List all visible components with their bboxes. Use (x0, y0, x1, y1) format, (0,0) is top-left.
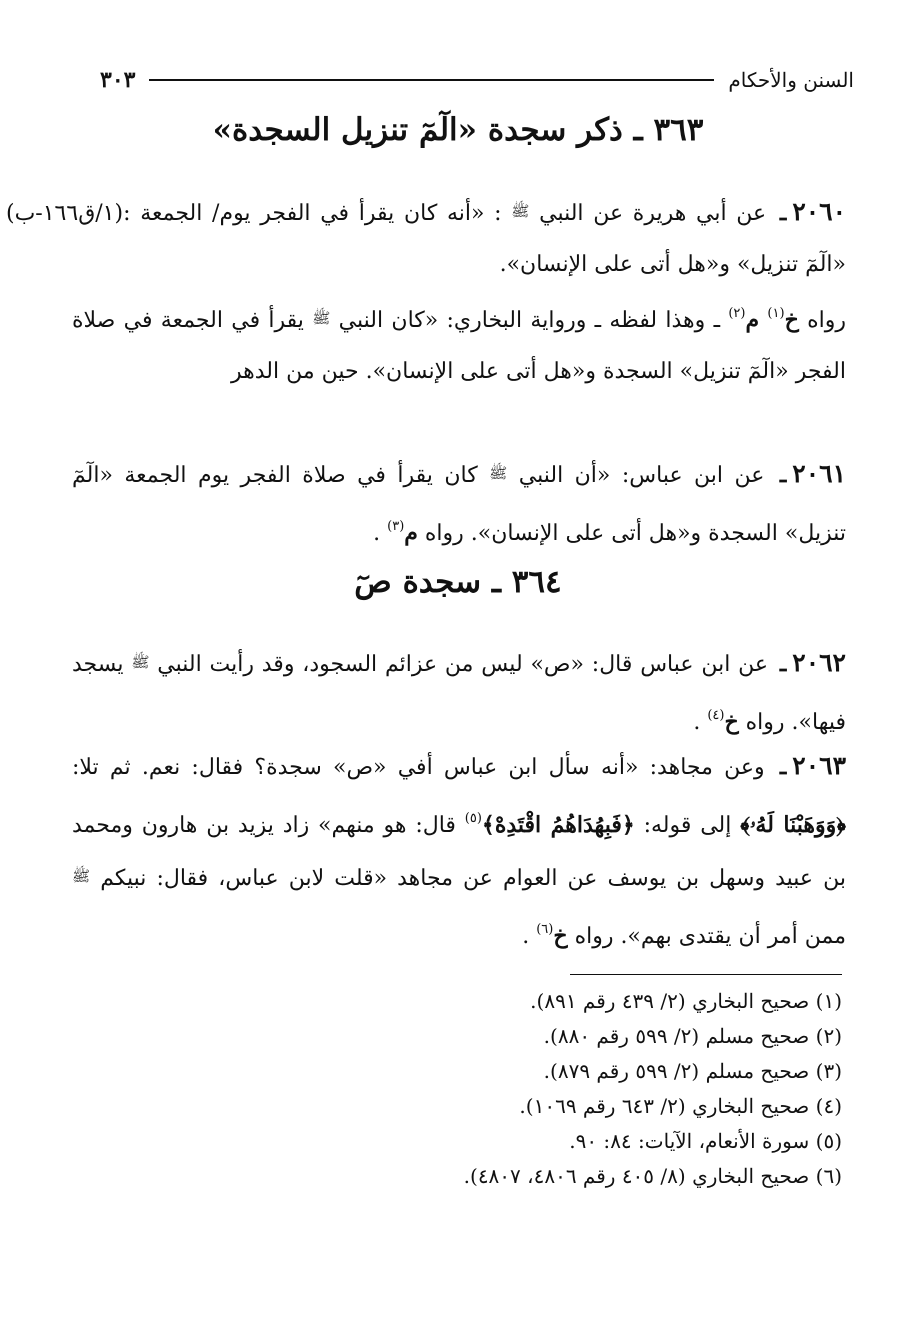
running-title: السنن والأحكام (728, 68, 854, 92)
narration-paragraph (72, 288, 846, 397)
hadith-text: : «أنه كان يقرأ في الفجر يوم/ الجمعة (140, 201, 502, 226)
footnote-marker: (١) (767, 306, 785, 321)
hadith-paragraph: ٢٠٦٠ـ عن أبي هريرة عن النبي ﷺ : «أنه كان يقرأ في الفجر يوم/ الجمعة :(١/ق١٦٦-ب) «الٓمٓ تنزيل» و«هل أتى على الإنسان». (6, 197, 847, 277)
footnote-marker: (٤) (707, 708, 725, 723)
hadith-text: . (693, 710, 701, 735)
salawat-symbol: ﷺ (312, 309, 331, 327)
manuscript-reference: :(١/ق١٦٦-ب) (6, 201, 131, 226)
hadith-text: «الٓمٓ تنزيل» و«هل أتى على الإنسان». (499, 252, 846, 277)
hadith-number: ٢٠٦٣ (792, 751, 846, 780)
section-title: ذكر سجدة «الٓمٓ تنزيل السجدة» (212, 112, 623, 148)
hadith-text: عن أبي هريرة عن النبي (539, 201, 767, 226)
section-heading: ٣٦٤ ـ سجدة صٓ (354, 564, 562, 600)
footnote: (١) صحيح البخاري (٢/ ٤٣٩ رقم ٨٩١). (530, 989, 842, 1013)
footnote: (٣) صحيح مسلم (٢/ ٥٩٩ رقم ٨٧٩). (543, 1059, 842, 1083)
footnotes (200, 984, 842, 1194)
hadith-text: قال: هو منهم» زاد يزيد بن هارون ومحمد بن عبيد وسهل بن يوسف عن العوام عن مجاهد «قلت لابن عباس، فقال: نبيكم (72, 813, 846, 891)
source-siglum: خ (724, 709, 739, 735)
hadith-paragraph: ٢٠٦٢ـ عن ابن عباس قال: «ص» ليس من عزائم السجود، وقد رأيت النبي ﷺ يسجد فيها». رواه خ$^{(٤)}$ . (72, 648, 846, 735)
section-title: سجدة صٓ (354, 564, 482, 600)
hadith-text: إلى قوله: (643, 813, 732, 838)
footnote: (٥) سورة الأنعام، الآيات: ٨٤: ٩٠. (569, 1129, 842, 1153)
hadith-text: ممن أمر أن يقتدى بهم». رواه (574, 924, 846, 949)
hadith-text: . (522, 924, 530, 949)
hadith-text: عن ابن عباس قال: «ص» ليس من عزائم السجود، وقد رأيت النبي (157, 652, 768, 677)
footnote: (٤) صحيح البخاري (٢/ ٦٤٣ رقم ١٠٦٩). (519, 1094, 842, 1118)
section-number: ٣٦٤ (511, 564, 562, 600)
footnote-marker: (٥) (464, 811, 482, 826)
section-heading: ٣٦٣ ـ ذكر سجدة «الٓمٓ تنزيل السجدة» (212, 112, 704, 148)
header-rule (149, 79, 714, 81)
footnote-rule (570, 974, 842, 975)
salawat-symbol: ﷺ (489, 464, 508, 482)
narration-text: رواه (807, 308, 846, 333)
page-number: ٣٠٣ (100, 67, 136, 93)
salawat-symbol: ﷺ (131, 653, 150, 671)
source-siglum: م (404, 520, 418, 546)
hadith-paragraph: ٢٠٦٣ـ وعن مجاهد: «أنه سأل ابن عباس أفي «ص» سجدة؟ فقال: نعم. ثم تلا: ﴿وَوَهَبْنَا لَهُۥ﴾ إلى قوله: ﴿فَبِهُدَاهُمُ اقْتَدِهْ﴾$^{(٥)}$ قال: هو منهم» زاد يزيد بن هارون ومحمد بن عبيد وسهل بن يوسف عن العوام عن مجاهد «قلت لابن عباس، فقال: نبيكم ﷺ ممن أمر أن يقتدى بهم». رواه خ$^{(٦)}$ . (72, 751, 846, 949)
hadith-text: يسجد فيها». رواه (72, 652, 846, 735)
hadith-paragraph: ٢٠٦١ـ عن ابن عباس: «أن النبي ﷺ كان يقرأ في صلاة الفجر يوم الجمعة «الٓمٓ تنزيل» السجدة و«هل أتى على الإنسان». رواه م$^{(٣)}$ . (72, 459, 846, 546)
source-siglum: خ (553, 923, 568, 949)
hadith-text: وعن مجاهد: «أنه سأل ابن عباس أفي «ص» سجدة؟ فقال: نعم. ثم تلا: (72, 755, 765, 780)
source-siglum: خ (784, 307, 799, 333)
salawat-symbol: ﷺ (72, 867, 91, 885)
footnote-marker: (٢) (728, 306, 746, 321)
footnote: (٦) صحيح البخاري (٨/ ٤٠٥ رقم ٤٨٠٦، ٤٨٠٧). (463, 1164, 842, 1188)
hadith-text: كان يقرأ في صلاة الفجر يوم الجمعة «الٓمٓ تنزيل» السجدة و«هل أتى على الإنسان». رواه (72, 463, 846, 546)
hadith-text: عن ابن عباس: «أن النبي (518, 463, 765, 488)
running-header (100, 62, 854, 98)
hadith-number: ٢٠٦٢ (792, 648, 846, 677)
hadith-number: ٢٠٦١ (792, 459, 846, 488)
salawat-symbol: ﷺ (511, 202, 530, 220)
section-number: ٣٦٣ (653, 112, 704, 148)
footnote: (٢) صحيح مسلم (٢/ ٥٩٩ رقم ٨٨٠). (543, 1024, 842, 1048)
quran-verse: ﴿وَوَهَبْنَا لَهُۥ﴾ (740, 812, 846, 838)
quran-verse: ﴿فَبِهُدَاهُمُ اقْتَدِهْ﴾ (481, 812, 635, 838)
footnote-marker: (٦) (536, 922, 554, 937)
hadith-number: ٢٠٦٠ (792, 197, 847, 226)
hadith-text: . (373, 521, 381, 546)
source-siglum: م (745, 307, 760, 333)
footnote-marker: (٣) (387, 519, 405, 534)
narration-text: يقرأ في الجمعة في صلاة الفجر «الٓمٓ تنزيل» السجدة و«هل أتى على الإنسان». حين من الدهر (72, 308, 846, 384)
narration-text: ـ وهذا لفظه ـ ورواية البخاري: «كان النبي (338, 308, 721, 333)
